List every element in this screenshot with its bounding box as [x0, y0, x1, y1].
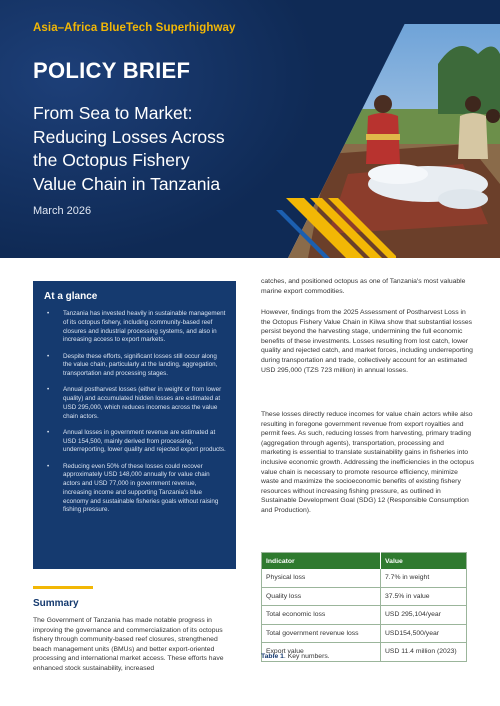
- table-cell: 7.7% in weight: [381, 569, 467, 587]
- bullet-icon: •: [47, 310, 50, 317]
- bullet-icon: •: [47, 462, 50, 470]
- org-name: Asia–Africa BlueTech Superhighway: [33, 22, 236, 34]
- table-cell: Export value: [262, 643, 381, 662]
- summary-accent-bar: [33, 586, 93, 589]
- table-cell: Total government revenue loss: [262, 624, 381, 643]
- page-title: [33, 102, 293, 196]
- table-cell: USD 11.4 million (2023): [381, 643, 467, 662]
- table-header-row: [262, 553, 467, 570]
- glance-bullet: [33, 386, 236, 421]
- table-row: [262, 624, 467, 643]
- summary-heading: Summary: [33, 598, 79, 609]
- bullet-text: Annual postharvest losses (either in weight or from lower quality) and accumulated hidden losses are estimated at USD 295,000, which reduces incomes across the value chain actors.: [63, 386, 222, 420]
- bullet-text: Annual losses in government revenue are estimated at USD 154,500, mainly derived from processing, underreporting, lower quality and rejected export products.: [63, 428, 226, 454]
- table-cell: Quality loss: [262, 587, 381, 606]
- caption-label: Table 1: [261, 653, 284, 660]
- bullet-text: Reducing even 50% of these losses could recover approximately USD 148,000 annually for value chain actors and USD 77,000 in government revenue, increasing income and supporting Tanzania's blue economy and sustainable fisheries goals without raising fishing pressure.: [63, 462, 219, 514]
- table-row: [262, 606, 467, 625]
- bullet-icon: •: [47, 428, 50, 436]
- header-stripes-graphic: [276, 150, 396, 258]
- title-line: From Sea to Market:: [33, 103, 193, 123]
- caption-text: . Key numbers.: [283, 653, 330, 660]
- summary-paragraph: The Government of Tanzania has made notable progress in improving the governance and commercialization of its octopus fishery through community-based reef closures, strengthened beach management units (BMUs) and better export-oriented processing and international market access. These efforts have enhanced stock sustainability, increased: [33, 617, 224, 672]
- column-header: Indicator: [262, 553, 381, 570]
- header-band: [0, 0, 500, 258]
- table-row: [262, 569, 467, 587]
- bullet-icon: •: [47, 386, 50, 394]
- bullet-icon: •: [47, 352, 50, 360]
- body-paragraph: catches, and positioned octopus as one of Tanzania's most valuable marine export commodities.: [261, 278, 466, 295]
- column-header: Value: [381, 553, 467, 570]
- publication-date: March 2026: [33, 205, 92, 217]
- table-cell: USD 295,104/year: [381, 606, 467, 625]
- title-line: Value Chain in Tanzania: [33, 173, 221, 194]
- table-caption: [261, 653, 330, 660]
- bullet-text: Tanzania has invested heavily in sustainable management of its octopus fishery, including community-based reef closures and industrial processing systems, and also in increasing access to export markets.: [63, 310, 226, 344]
- glance-list: [33, 310, 236, 523]
- title-line: the Octopus Fishery: [33, 150, 190, 170]
- table-cell: 37.5% in value: [381, 587, 467, 606]
- glance-heading: At a glance: [44, 291, 98, 302]
- title-line: Reducing Losses Across: [33, 126, 225, 147]
- table-row: [262, 587, 467, 606]
- glance-bullet: [33, 310, 236, 345]
- at-a-glance-box: [33, 281, 236, 569]
- body-paragraph: These losses directly reduce incomes for value chain actors while also resulting in foregone government revenue from export royalties and permit fees. As such, reducing losses from harvesting, primary trading (aggregation through agents), transportation, processing and marketing is essential to translate sustainability gains in fisheries into inclusive economic growth. Addressing the inefficiencies in the octopus value chain is necessary to promote resource efficiency, minimize waste and maximize the socioeconomic benefits of existing fishery resources without increasing fishing pressure, as outlined in Sustainable Development Goal (SDG) 12 (Responsible Consumption and Production).: [261, 411, 474, 514]
- key-numbers-table: [261, 552, 467, 662]
- glance-bullet: [33, 463, 236, 516]
- bullet-text: Despite these efforts, significant losses still occur along the value chain, particularly at the landing, aggregation, transportation and processing stages.: [63, 352, 218, 377]
- table-cell: Physical loss: [262, 569, 381, 587]
- document-type: POLICY BRIEF: [33, 58, 191, 83]
- body-paragraph: However, findings from the 2025 Assessment of Postharvest Loss in the Octopus Fishery Value Chain in Kilwa show that substantial losses persist beyond the harvesting stage, undermining the full economic benefits of these investments. Losses resulting from lost catch, lower quality and rejected catch, and market forces, including underreporting during transportation and trade, collectively account for an estimated USD 295,000 (TZS 723 million) in annual losses.: [261, 309, 473, 374]
- glance-bullet: [33, 429, 236, 455]
- glance-bullet: [33, 353, 236, 379]
- table-cell: USD154,500/year: [381, 624, 467, 643]
- table-cell: Total economic loss: [262, 606, 381, 625]
